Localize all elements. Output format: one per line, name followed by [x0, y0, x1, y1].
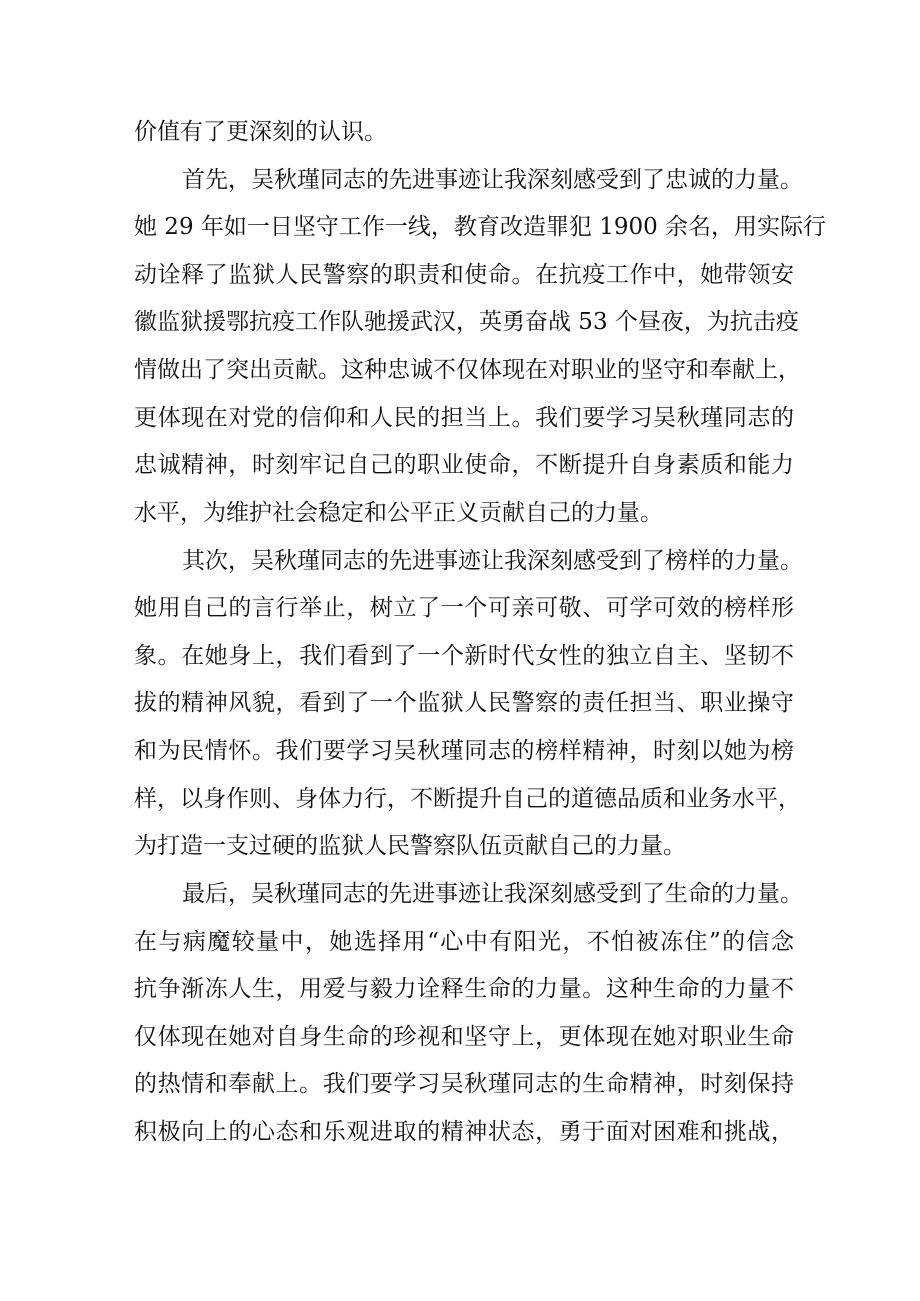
- text-line: 更体现在对党的信仰和人民的担当上。我们要学习吴秋瑾同志的: [134, 405, 794, 431]
- text-line: 仅体现在她对自身生命的珍视和坚守上，更体现在她对职业生命: [134, 1024, 794, 1050]
- text-line: 和为民情怀。我们要学习吴秋瑾同志的榜样精神，时刻以她为榜: [134, 738, 794, 764]
- text-line: 的热情和奉献上。我们要学习吴秋瑾同志的生命精神，时刻保持: [134, 1071, 794, 1097]
- text-line: 积极向上的心态和乐观进取的精神状态，勇于面对困难和挑战，: [134, 1119, 794, 1145]
- text-line: 为打造一支过硬的监狱人民警察队伍贡献自己的力量。: [134, 833, 686, 859]
- paragraph-first-line: 最后，吴秋瑾同志的先进事迹让我深刻感受到了生命的力量。: [182, 881, 803, 907]
- text-line: 水平，为维护社会稳定和公平正义贡献自己的力量。: [134, 500, 663, 526]
- text-line: 她用自己的言行举止，树立了一个可亲可敬、可学可效的榜样形: [134, 595, 794, 621]
- text-line: 样，以身作则、身体力行，不断提升自己的道德品质和业务水平，: [134, 786, 801, 812]
- text-line: 价值有了更深刻的认识。: [134, 119, 387, 145]
- text-line: 抗争渐冻人生，用爱与毅力诠释生命的力量。这种生命的力量不: [134, 976, 794, 1002]
- text-line: 拔的精神风貌，看到了一个监狱人民警察的责任担当、职业操守: [134, 690, 794, 716]
- paragraph-first-line: 其次，吴秋瑾同志的先进事迹让我深刻感受到了榜样的力量。: [182, 548, 803, 574]
- paragraph-first-line: 首先，吴秋瑾同志的先进事迹让我深刻感受到了忠诚的力量。: [182, 167, 803, 193]
- text-line: 情做出了突出贡献。这种忠诚不仅体现在对职业的坚守和奉献上，: [134, 357, 801, 383]
- text-line: 在与病魔较量中，她选择用“心中有阳光，不怕被冻住”的信念: [134, 929, 794, 955]
- text-line: 她 29 年如一日坚守工作一线，教育改造罪犯 1900 余名，用实际行: [134, 214, 827, 240]
- text-line: 动诠释了监狱人民警察的职责和使命。在抗疫工作中，她带领安: [134, 262, 794, 288]
- text-line: 忠诚精神，时刻牢记自己的职业使命，不断提升自身素质和能力: [134, 452, 794, 478]
- text-line: 象。在她身上，我们看到了一个新时代女性的独立自主、坚韧不: [134, 643, 794, 669]
- text-line: 徽监狱援鄂抗疫工作队驰援武汉，英勇奋战 53 个昼夜，为抗击疫: [134, 309, 799, 335]
